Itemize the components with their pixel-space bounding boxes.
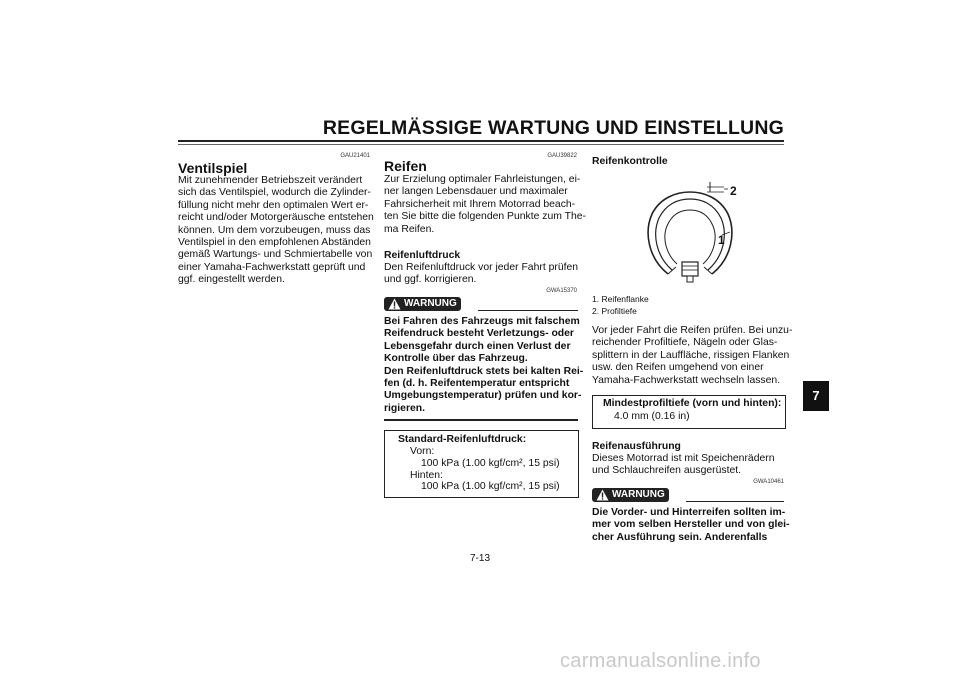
heading-reifenkontrolle: Reifenkontrolle (592, 156, 668, 167)
text-line: Fahrsicherheit mit Ihrem Motorrad beach- (384, 198, 576, 210)
figure-callout-2: 2 (730, 184, 737, 198)
text-line: Mit zunehmender Betriebszeit verändert (178, 175, 363, 186)
text-line: sich das Ventilspiel, wodurch die Zylinder- (178, 187, 371, 199)
text-line: reichender Profiltiefe, Nägeln oder Glas- (592, 337, 778, 349)
caption-item: 1. Reifenflanke (592, 294, 649, 304)
text-line: splittern in der Lauffläche, rissigen Flanken (592, 349, 790, 361)
text-line: Den Reifenluftdruck vor jeder Fahrt prüfen (384, 262, 579, 273)
text-line: cher Ausführung sein. Anderenfalls (592, 531, 768, 543)
text-line: und ggf. korrigieren. (384, 274, 477, 286)
section-code-ventilspiel: GAU21401 (340, 153, 370, 159)
paragraph-reifenausfuehrung (592, 453, 775, 478)
text-line: ner langen Lebensdauer und maximaler (384, 186, 568, 198)
tire-diagram (640, 170, 740, 290)
watermark: carmanualsonline.info (560, 650, 761, 672)
text-line: Die Vorder- und Hinterreifen sollten im- (592, 507, 786, 518)
text-line: Yamaha-Fachwerkstatt wechseln lassen. (592, 374, 781, 386)
text-line: Umgebungstemperatur) prüfen und kor- (384, 390, 582, 402)
text-line: rigieren. (384, 402, 425, 414)
text-line: Reifendruck besteht Verletzungs- oder (384, 328, 574, 340)
text-line: ten Sie bitte die folgenden Punkte zum The- (384, 211, 586, 223)
header-rule-thin (178, 144, 784, 145)
warning-badge (592, 488, 669, 502)
text-line: Den Reifenluftdruck stets bei kalten Rei- (384, 365, 584, 377)
text-line: Bei Fahren des Fahrzeugs mit falschem (384, 316, 580, 327)
text-line: einer Yamaha-Fachwerkstatt geprüft und (178, 261, 366, 273)
header-rule (178, 140, 784, 142)
text-line: reicht und/oder Motorgeräusche entstehen (178, 212, 374, 224)
chapter-tab: 7 (803, 381, 829, 411)
text-line: ggf. eingestellt werden. (178, 274, 285, 286)
heading-reifen: Reifen (384, 158, 427, 174)
paragraph-ventilspiel (178, 175, 374, 287)
paragraph-reifen-intro (384, 174, 586, 236)
spec-title: Standard-Reifenluftdruck: (398, 434, 527, 445)
warning-rule (686, 501, 784, 502)
figure-callout-1: 1 (718, 233, 725, 247)
text-line: füllung nicht mehr den optimalen Wert er- (178, 199, 369, 211)
warning-label: WARNUNG (612, 489, 665, 500)
heading-ventilspiel: Ventilspiel (178, 160, 248, 176)
text-line: Dieses Motorrad ist mit Speichenrädern (592, 453, 775, 464)
warning-text-reifendruck (384, 316, 583, 415)
spec-front-label: Vorn: (410, 446, 435, 457)
caption-item: 2. Profiltiefe (592, 306, 637, 316)
min-depth-title: Mindestprofiltiefe (vorn und hinten): (603, 398, 782, 409)
warning-triangle-icon (388, 298, 401, 310)
warning-code: GWA10461 (753, 479, 784, 485)
warning-text-reifenausfuehrung (592, 507, 789, 544)
paragraph-reifenkontrolle (592, 325, 792, 387)
spec-rear-value: 100 kPa (1.00 kgf/cm², 15 psi) (421, 481, 560, 492)
figure-captions (592, 293, 649, 317)
page-number: 7-13 (469, 553, 490, 564)
warning-triangle-icon (596, 489, 609, 501)
warning-badge (384, 297, 461, 311)
warning-end-rule (384, 419, 578, 421)
subheading-reifenausfuehrung: Reifenausführung (592, 441, 681, 452)
text-line: Ventilspiel in den empfohlenen Abständen (178, 237, 371, 249)
text-line: Zur Erzielung optimaler Fahrleistungen, ei- (384, 174, 581, 185)
text-line: Lebensgefahr durch einen Verlust der (384, 340, 571, 352)
text-line: gemäß Wartungs- und Schmiertabelle von (178, 249, 373, 261)
text-line: usw. den Reifen umgehend von einer (592, 362, 764, 374)
min-depth-value: 4.0 mm (0.16 in) (614, 411, 690, 422)
text-line: mer vom selben Hersteller und von glei- (592, 519, 790, 531)
warning-code: GWA15370 (546, 288, 577, 294)
text-line: Kontrolle über das Fahrzeug. (384, 353, 528, 365)
section-code-reifen: GAU39822 (547, 153, 577, 159)
text-line: können. Um dem vorzubeugen, muss das (178, 224, 371, 236)
text-line: ma Reifen. (384, 223, 435, 235)
spec-front-value: 100 kPa (1.00 kgf/cm², 15 psi) (421, 458, 560, 469)
page-header-title: REGELMÄSSIGE WARTUNG UND EINSTELLUNG (322, 117, 784, 139)
text-line: fen (d. h. Reifentemperatur entspricht (384, 378, 570, 390)
warning-label: WARNUNG (404, 298, 457, 309)
subheading-reifenluftdruck: Reifenluftdruck (384, 250, 461, 261)
text-line: und Schlauchreifen ausgerüstet. (592, 465, 742, 477)
paragraph-reifenluftdruck (384, 262, 578, 287)
text-line: Vor jeder Fahrt die Reifen prüfen. Bei unzu- (592, 325, 793, 336)
spec-rear-label: Hinten: (410, 470, 443, 481)
warning-rule (478, 310, 578, 311)
